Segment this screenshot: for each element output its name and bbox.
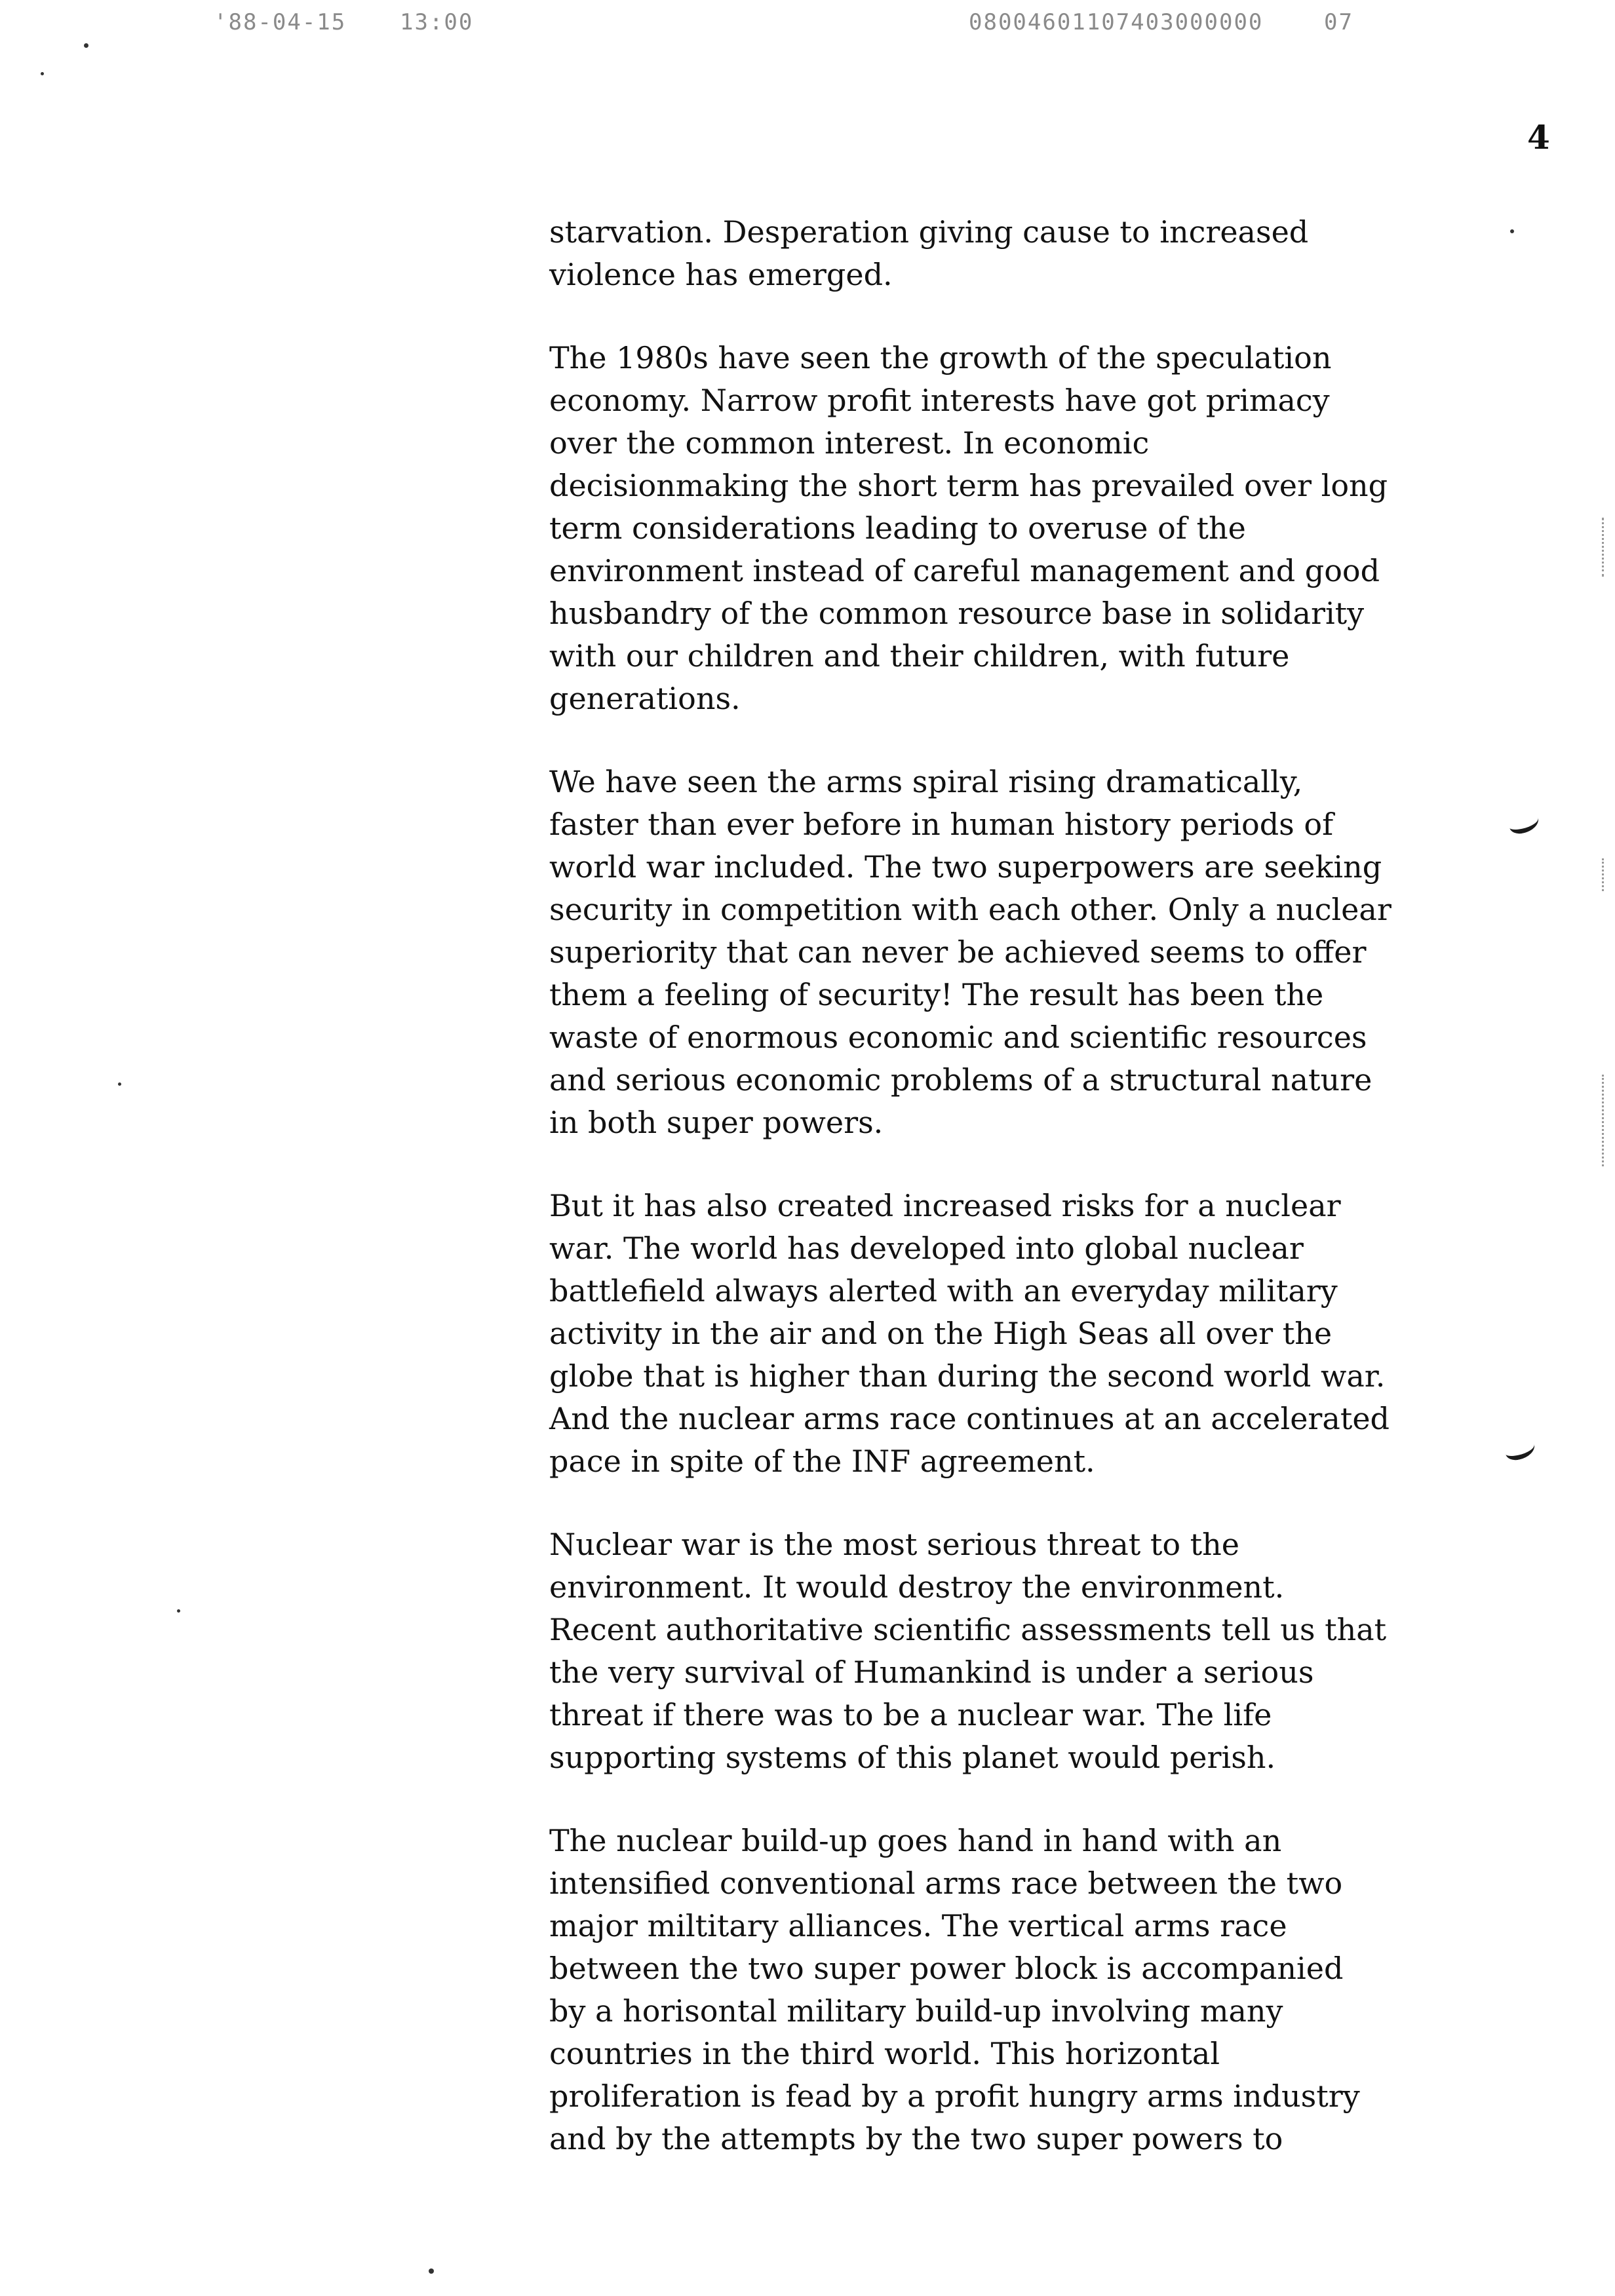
page-number: 4 [1527, 118, 1550, 157]
text-line: over the common interest. In economic [549, 425, 1150, 461]
text-line: security in competition with each other. Only a nuclear [549, 892, 1391, 927]
text-line: and by the attempts by the two super powers to [549, 2121, 1283, 2156]
text-line: in both super powers. [549, 1105, 884, 1140]
text-line: activity in the air and on the High Seas all over the [549, 1316, 1333, 1351]
text-line: battlefield always alerted with an everyday military [549, 1273, 1338, 1309]
paragraph [549, 211, 1401, 296]
text-line: violence has emerged. [549, 257, 893, 292]
text-line: threat if there was to be a nuclear war. The life [549, 1697, 1272, 1732]
text-line: starvation. Desperation giving cause to increased [549, 214, 1309, 250]
text-line: superiority that can never be achieved seems to offer [549, 934, 1367, 970]
text-line: husbandry of the common resource base in solidarity [549, 596, 1365, 631]
text-line: term considerations leading to overuse of the [549, 510, 1246, 546]
text-line: economy. Narrow profit interests have got primacy [549, 383, 1330, 418]
fax-header [0, 9, 1615, 48]
text-line: We have seen the arms spiral rising dramatically, [549, 764, 1303, 799]
text-line: by a horisontal military build-up involving many [549, 1993, 1283, 2029]
text-line: between the two super power block is accompanied [549, 1951, 1344, 1986]
paragraph [549, 761, 1401, 1144]
text-line: intensified conventional arms race between the two [549, 1866, 1343, 1901]
scan-edge-dots [1602, 518, 1606, 577]
text-line: The nuclear build-up goes hand in hand with an [549, 1823, 1282, 1858]
fax-time: 13:00 [400, 9, 474, 35]
text-line: globe that is higher than during the second world war. [549, 1358, 1386, 1394]
scan-speck [41, 72, 44, 75]
text-line: proliferation is fead by a profit hungry arms industry [549, 2078, 1360, 2114]
text-line: supporting systems of this planet would perish. [549, 1740, 1276, 1775]
scan-edge-dots [1602, 1075, 1606, 1166]
text-line: Nuclear war is the most serious threat to the [549, 1527, 1240, 1562]
text-line: the very survival of Humankind is under a serious [549, 1655, 1314, 1690]
scan-speck [84, 43, 88, 48]
text-line: decisionmaking the short term has prevailed over long [549, 468, 1388, 503]
fax-id: 08004601107403000000 [969, 9, 1264, 35]
text-line: world war included. The two superpowers are seeking [549, 849, 1382, 885]
text-line: countries in the third world. This horizontal [549, 2036, 1220, 2071]
paragraph [549, 1820, 1401, 2160]
text-line: pace in spite of the INF agreement. [549, 1444, 1095, 1479]
paragraph [549, 337, 1401, 720]
text-line: environment instead of careful management and good [549, 553, 1380, 588]
text-line: generations. [549, 681, 741, 716]
text-line: war. The world has developed into global nuclear [549, 1231, 1304, 1266]
text-line: Recent authoritative scientific assessments tell us that [549, 1612, 1387, 1647]
text-line: waste of enormous economic and scientific resources [549, 1020, 1367, 1055]
text-line: with our children and their children, with future [549, 638, 1290, 674]
text-line: The 1980s have seen the growth of the speculation [549, 340, 1332, 375]
paragraph [549, 1523, 1401, 1779]
paragraph [549, 1185, 1401, 1483]
pen-check-mark [1507, 810, 1540, 836]
text-line: and serious economic problems of a structural nature [549, 1062, 1372, 1098]
scan-speck [118, 1082, 121, 1086]
pen-check-mark [1503, 1436, 1536, 1463]
scan-speck [429, 2268, 434, 2274]
text-line: And the nuclear arms race continues at an accelerated [549, 1401, 1390, 1436]
document-body [549, 211, 1401, 2201]
text-line: them a feeling of security! The result has been the [549, 977, 1324, 1012]
scan-speck [177, 1609, 180, 1613]
text-line: major miltitary alliances. The vertical arms race [549, 1908, 1287, 1943]
text-line: But it has also created increased risks for a nuclear [549, 1188, 1341, 1223]
fax-date: '88-04-15 [214, 9, 347, 35]
text-line: faster than ever before in human history periods of [549, 807, 1334, 842]
fax-page-number: 07 [1324, 9, 1353, 35]
text-line: environment. It would destroy the environment. [549, 1569, 1285, 1605]
scan-speck [1510, 229, 1514, 233]
scan-edge-dots [1602, 858, 1606, 891]
